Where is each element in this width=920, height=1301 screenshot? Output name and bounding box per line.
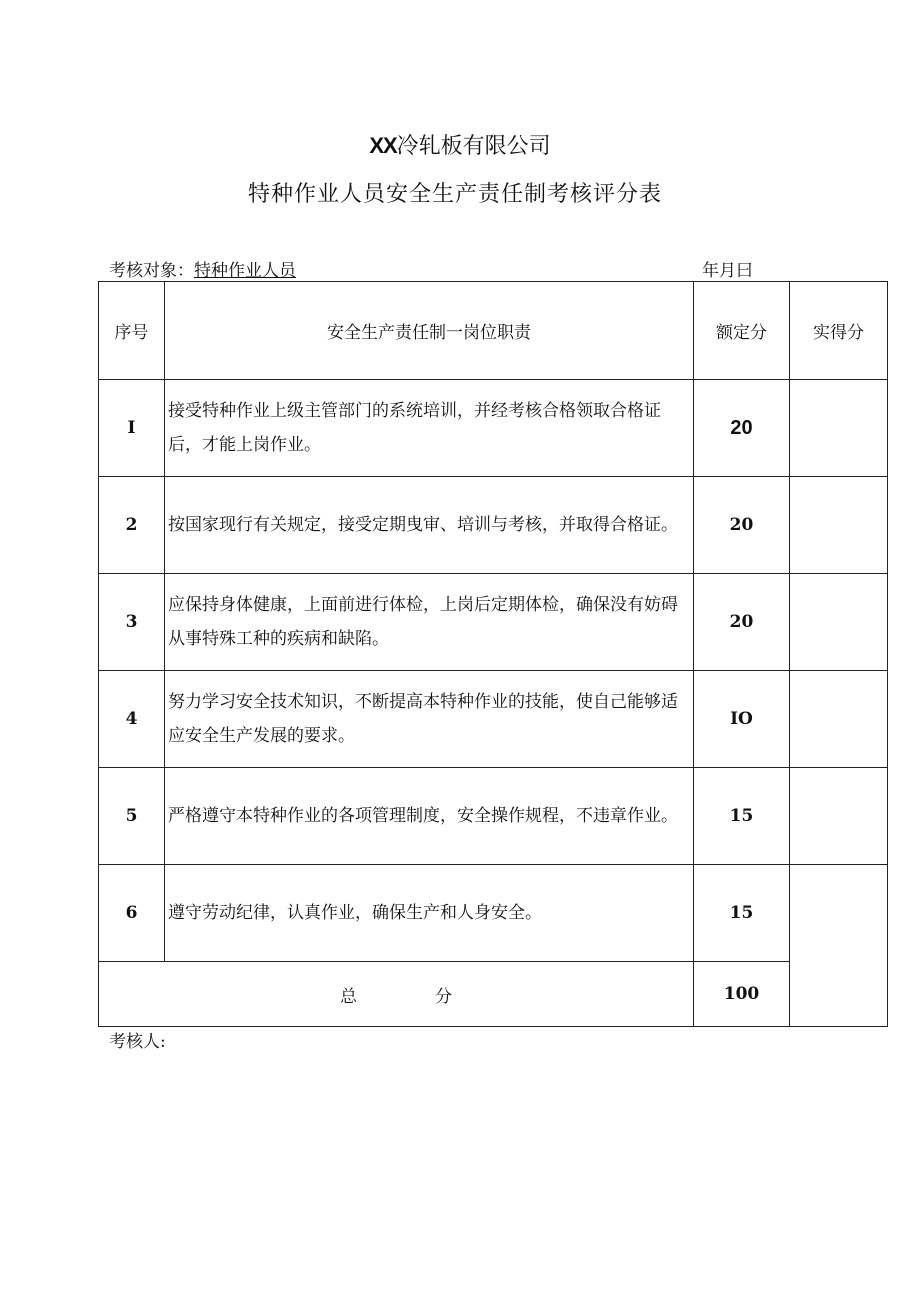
- row-duty: 接受特种作业上级主管部门的系统培训，并经考核合格领取合格证后，才能上岗作业。: [165, 380, 694, 477]
- target-value: 特种作业人员: [194, 261, 296, 281]
- row-actual-score[interactable]: [790, 865, 888, 962]
- target-label: 考核对象：: [109, 261, 194, 281]
- row-actual-score[interactable]: [790, 574, 888, 671]
- row-points: 20: [694, 574, 790, 671]
- total-label-right: 分: [435, 986, 452, 1007]
- row-duty: 努力学习安全技术知识，不断提高本特种作业的技能，使自己能够适应安全生产发展的要求。: [165, 671, 694, 768]
- table-row: [99, 865, 888, 962]
- total-label: [99, 962, 694, 1027]
- row-actual-score[interactable]: [790, 380, 888, 477]
- total-label-left: 总: [340, 986, 357, 1007]
- score-table: [98, 281, 888, 1027]
- table-row: [99, 574, 888, 671]
- header-quota: 额定分: [694, 282, 790, 380]
- row-no: 6: [99, 865, 165, 962]
- total-row: [99, 962, 888, 1027]
- row-points: 20: [694, 380, 790, 477]
- table-row: [99, 768, 888, 865]
- table-row: [99, 380, 888, 477]
- company-title: [0, 129, 920, 160]
- form-title: 特种作业人员安全生产责任制考核评分表: [247, 182, 662, 207]
- header-actual: 实得分: [790, 282, 888, 380]
- row-duty: 严格遵守本特种作业的各项管理制度，安全操作规程，不违章作业。: [165, 768, 694, 865]
- row-points: 20: [694, 477, 790, 574]
- table-row: [99, 477, 888, 574]
- table-row: [99, 671, 888, 768]
- row-no: I: [99, 380, 165, 477]
- row-no: 5: [99, 768, 165, 865]
- row-actual-score[interactable]: [790, 671, 888, 768]
- row-duty: 应保持身体健康，上面前进行体检，上岗后定期体检，确保没有妨碍从事特殊工种的疾病和缺陷。: [165, 574, 694, 671]
- assessment-target: [109, 256, 296, 281]
- table-header-row: [99, 282, 888, 380]
- header-duty: 安全生产责任制一岗位职责: [165, 282, 694, 380]
- date-label: 年月曰: [702, 261, 753, 281]
- total-points: 100: [694, 962, 790, 1027]
- row-no: 3: [99, 574, 165, 671]
- reviewer-label: 考核人:: [109, 1032, 166, 1052]
- row-points: 15: [694, 768, 790, 865]
- company-name: 冷轧板有限公司: [396, 134, 551, 159]
- row-actual-score[interactable]: [790, 768, 888, 865]
- row-actual-score[interactable]: [790, 477, 888, 574]
- row-no: 2: [99, 477, 165, 574]
- header-no: 序号: [99, 282, 165, 380]
- total-actual-score[interactable]: [790, 962, 888, 1027]
- row-no: 4: [99, 671, 165, 768]
- row-points: IO: [694, 671, 790, 768]
- row-points: 15: [694, 865, 790, 962]
- row-duty: 遵守劳动纪律，认真作业，确保生产和人身安全。: [165, 865, 694, 962]
- company-prefix: XX: [369, 133, 397, 158]
- row-duty: 按国家现行有关规定，接受定期曳审、培训与考核，并取得合格证。: [165, 477, 694, 574]
